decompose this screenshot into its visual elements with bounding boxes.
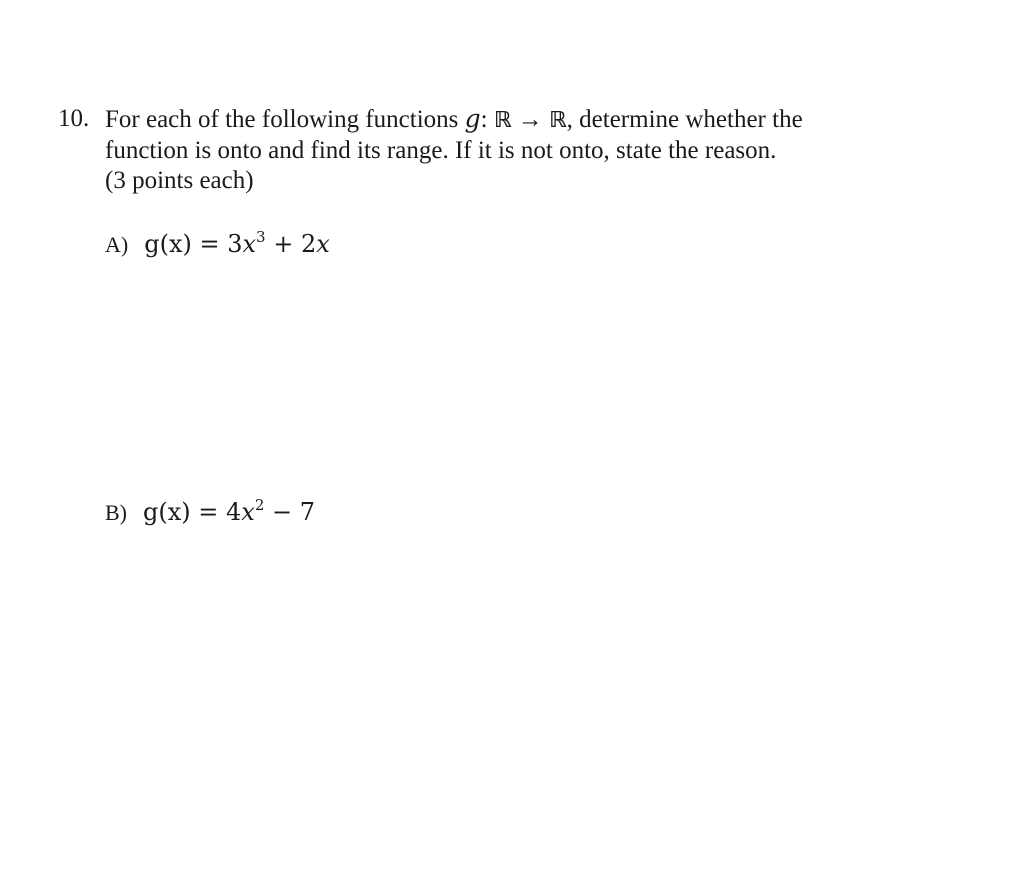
function-name: g: [464, 104, 481, 133]
prompt-line-3: (3 points each): [105, 167, 254, 194]
part-a-var2: x: [316, 230, 330, 258]
arrow-symbol: →: [511, 106, 550, 133]
part-a-expression: [144, 228, 330, 258]
prompt-line-1: [105, 104, 955, 136]
part-a: [105, 228, 330, 258]
part-b-exponent: 2: [254, 496, 265, 514]
part-a-label: A): [105, 232, 129, 257]
part-a-var1: x: [242, 230, 257, 258]
part-b-expression: [143, 496, 315, 526]
part-b-lhs: g(x) = 4: [143, 498, 242, 526]
codomain-set-symbol: ℝ: [549, 108, 567, 133]
part-b-rest: − 7: [264, 498, 315, 526]
part-b-var1: x: [241, 498, 255, 526]
prompt-line-1-suffix: , determine whether the: [566, 106, 803, 133]
part-b-label: B): [105, 500, 127, 525]
part-b: [105, 496, 315, 526]
domain-set-symbol: ℝ: [493, 108, 512, 133]
part-a-lhs: g(x) = 3: [144, 230, 243, 258]
part-a-rest: + 2: [265, 230, 317, 258]
part-a-exponent: 3: [256, 228, 266, 246]
prompt-line-2: function is onto and find its range. If it is not onto, state the reason.: [105, 137, 777, 164]
prompt-line-1-prefix: For each of the following functions: [105, 106, 465, 133]
question-prompt: [105, 104, 955, 196]
question-number: 10.: [58, 105, 90, 132]
colon: :: [480, 106, 494, 133]
